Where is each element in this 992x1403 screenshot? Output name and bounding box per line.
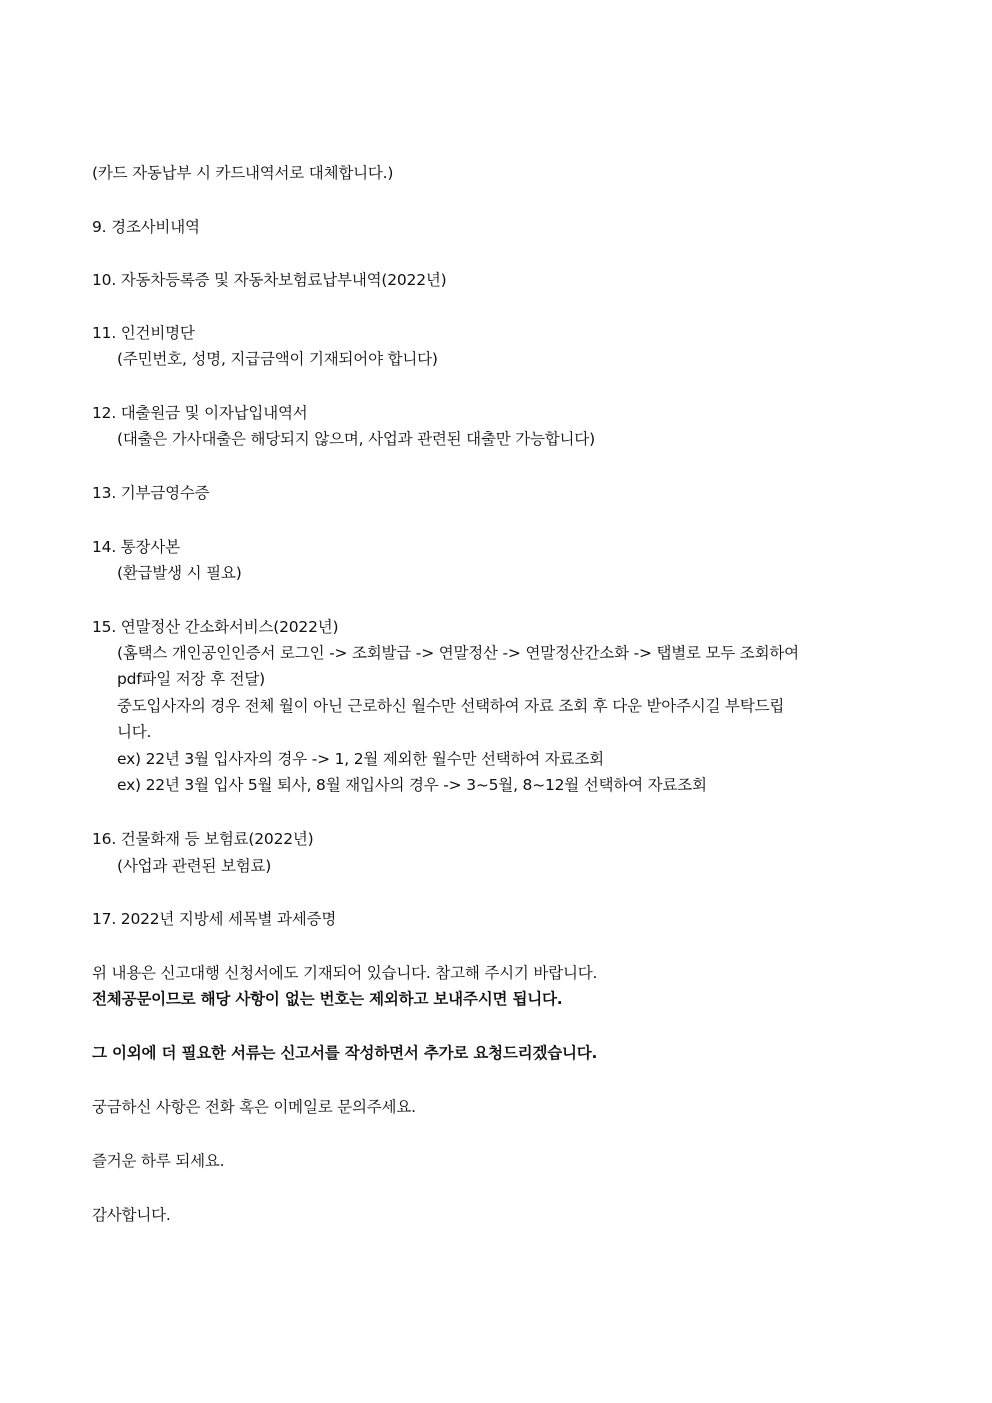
item-11-title: 11. 인건비명단: [92, 324, 195, 342]
item-15-detail-5: ex) 22년 3월 입사자의 경우 -> 1, 2월 제외한 월수만 선택하여 자료조회: [117, 750, 604, 768]
item-11-detail: (주민번호, 성명, 지급금액이 기재되어야 합니다): [117, 350, 438, 368]
bold-notice-additional: 그 이외에 더 필요한 서류는 신고서를 작성하면서 추가로 요청드리겠습니다.: [92, 1044, 598, 1062]
reference-note: 위 내용은 신고대행 신청서에도 기재되어 있습니다. 참고해 주시기 바랍니다.: [92, 964, 598, 982]
item-15-detail-4: 니다.: [117, 723, 152, 741]
thanks: 감사합니다.: [92, 1206, 171, 1224]
item-10-title: 10. 자동차등록증 및 자동차보험료납부내역(2022년): [92, 271, 447, 289]
item-17-title: 17. 2022년 지방세 세목별 과세증명: [92, 910, 337, 928]
item-14-title: 14. 통장사본: [92, 538, 180, 556]
item-15-detail-6: ex) 22년 3월 입사 5월 퇴사, 8월 재입사의 경우 -> 3~5월, 8~12월 선택하여 자료조회: [117, 776, 707, 794]
inquiry-note: 궁금하신 사항은 전화 혹은 이메일로 문의주세요.: [92, 1098, 416, 1116]
item-15-detail-2: pdf파일 저장 후 전달): [117, 670, 265, 688]
item-16-title: 16. 건물화재 등 보험료(2022년): [92, 830, 314, 848]
item-14-detail: (환급발생 시 필요): [117, 564, 242, 582]
item-15-title: 15. 연말정산 간소화서비스(2022년): [92, 618, 339, 636]
greeting: 즐거운 하루 되세요.: [92, 1152, 225, 1170]
item-12-title: 12. 대출원금 및 이자납입내역서: [92, 404, 308, 422]
card-autopay-note: (카드 자동납부 시 카드내역서로 대체합니다.): [92, 164, 394, 182]
item-13-title: 13. 기부금영수증: [92, 484, 210, 502]
bold-notice-exclude: 전체공문이므로 해당 사항이 없는 번호는 제외하고 보내주시면 됩니다.: [92, 990, 563, 1008]
item-12-detail: (대출은 가사대출은 해당되지 않으며, 사업과 관련된 대출만 가능합니다): [117, 430, 595, 448]
item-15-detail-1: (홈택스 개인공인인증서 로그인 -> 조회발급 -> 연말정산 -> 연말정산간소화 -> 탭별로 모두 조회하여: [117, 644, 799, 662]
item-15-detail-3: 중도입사자의 경우 전체 월이 아닌 근로하신 월수만 선택하여 자료 조회 후 다운 받아주시길 부탁드립: [117, 697, 785, 715]
item-16-detail: (사업과 관련된 보험료): [117, 857, 272, 875]
item-9-title: 9. 경조사비내역: [92, 218, 200, 236]
